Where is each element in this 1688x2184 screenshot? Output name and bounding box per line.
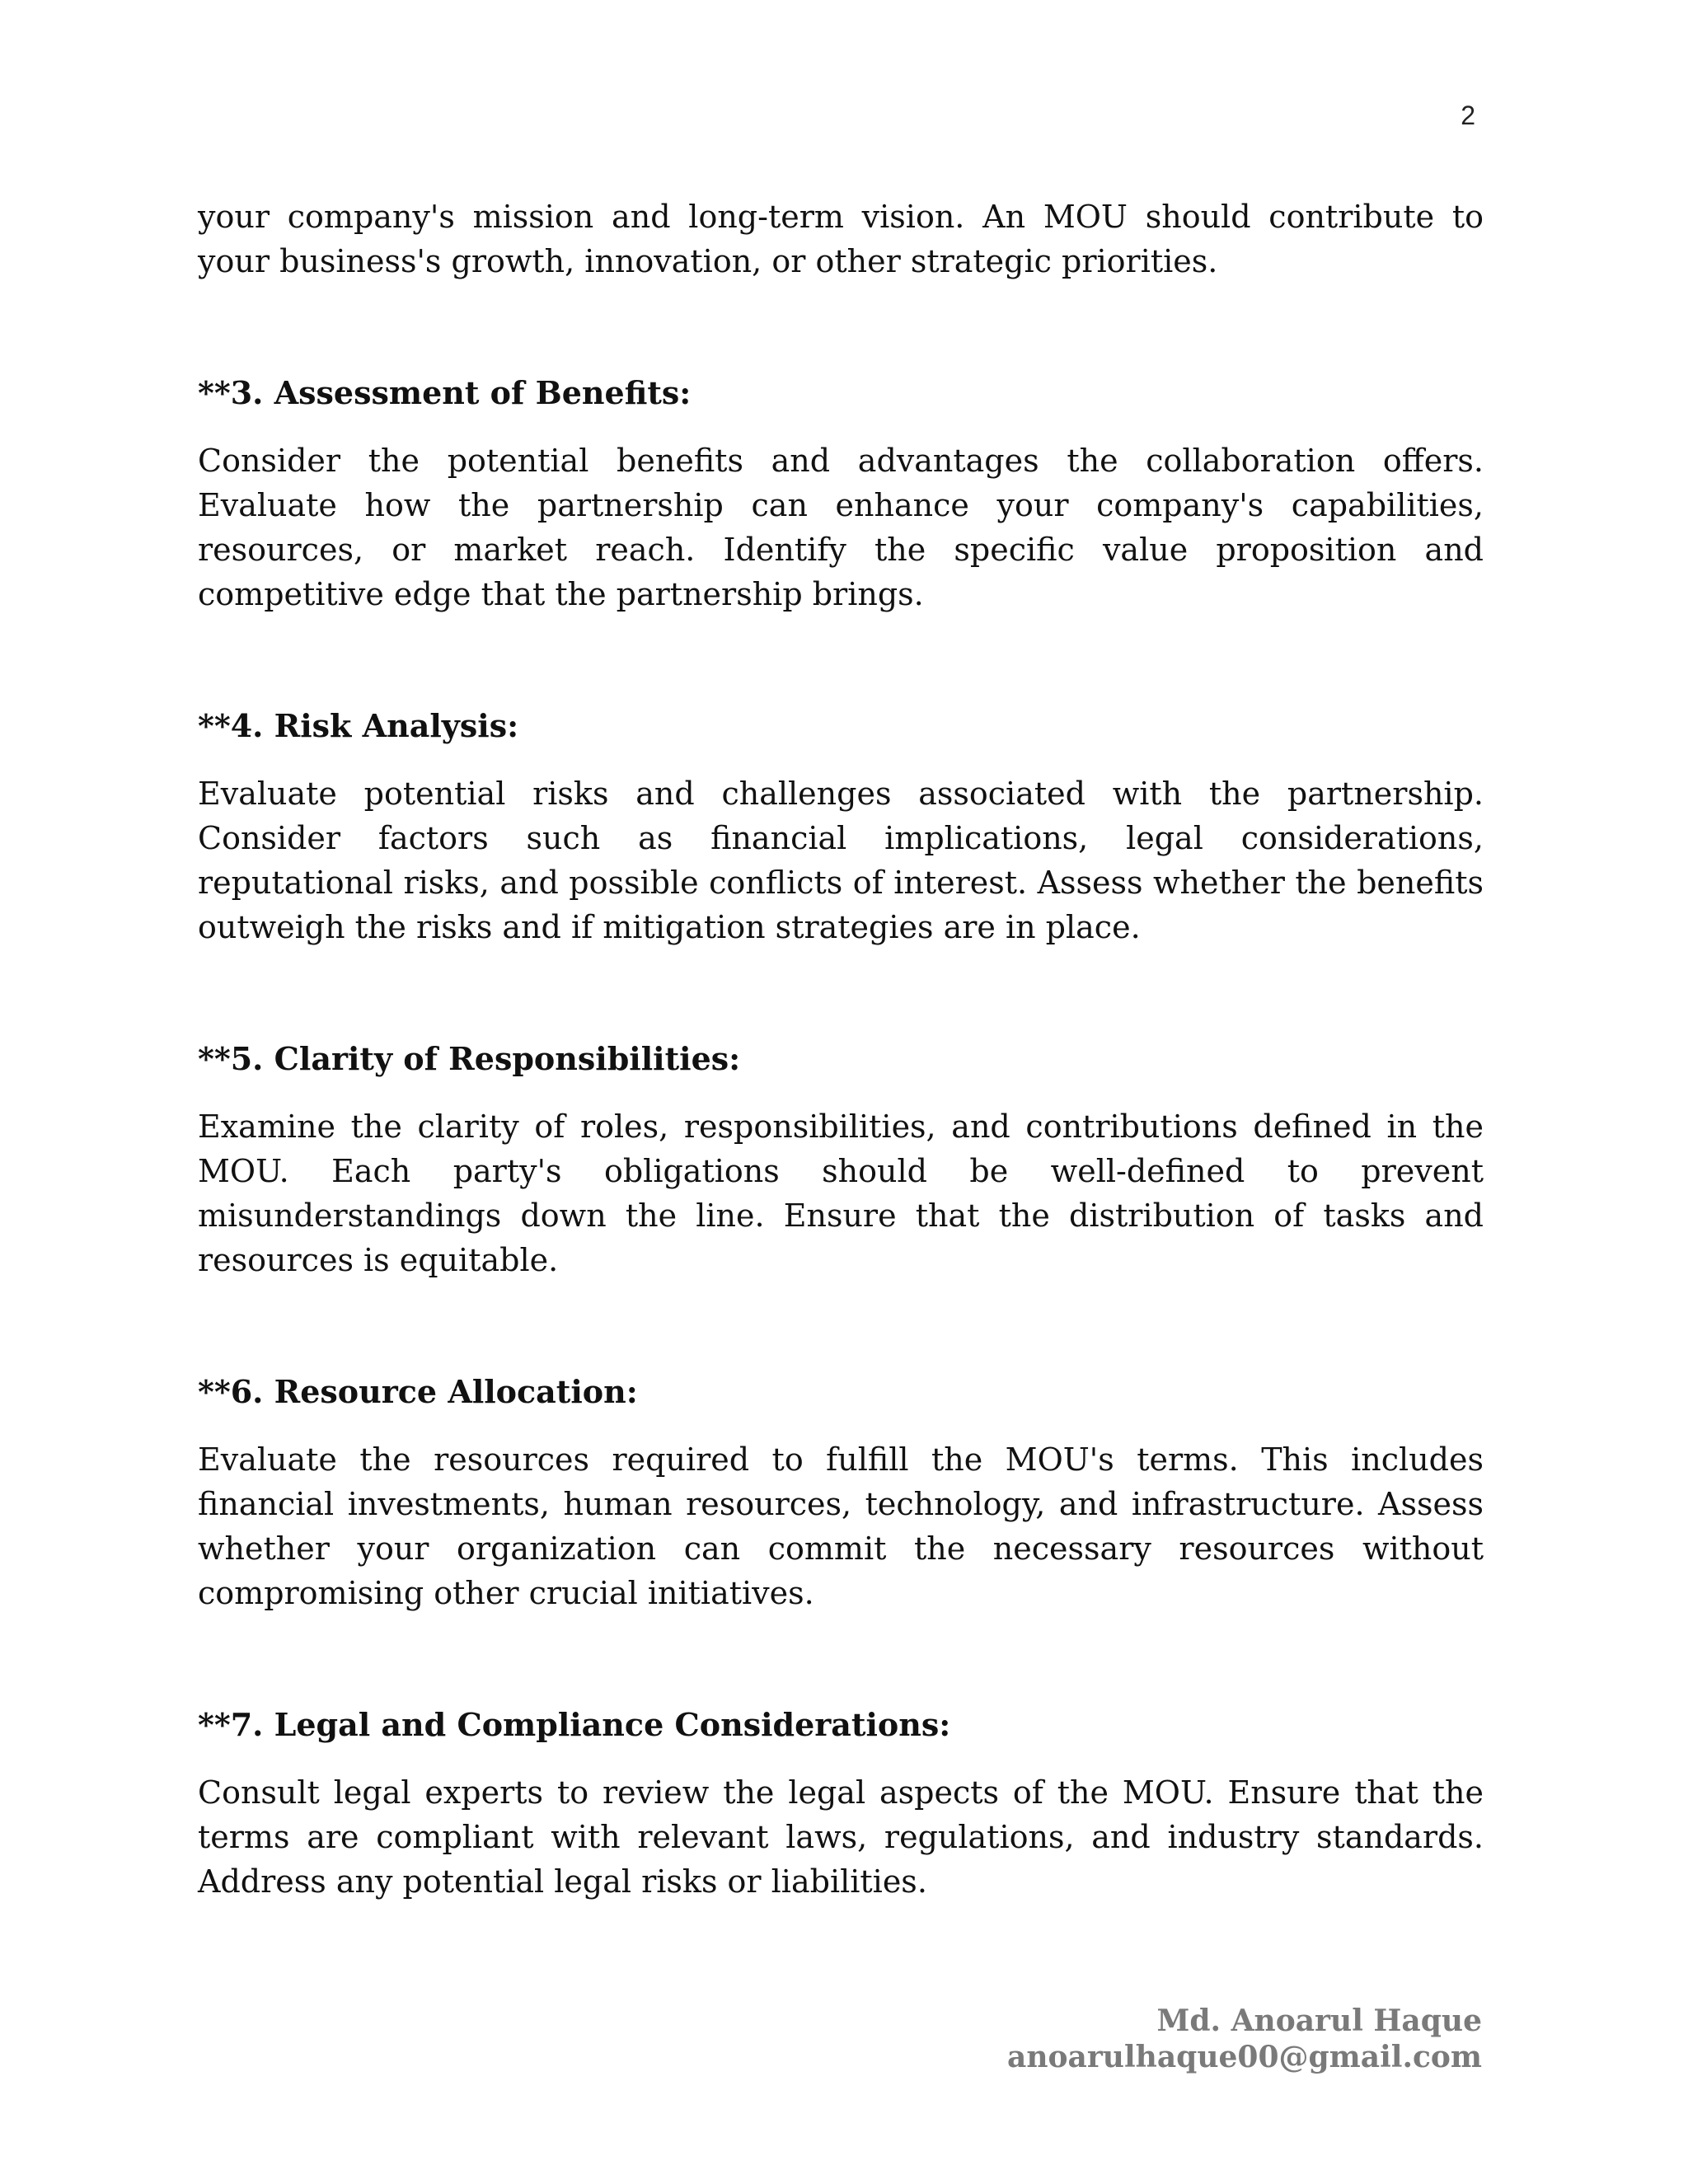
section-risk-analysis	[198, 704, 1484, 949]
page-number: 2	[1461, 101, 1475, 130]
section-heading: **3. Assessment of Benefits:	[198, 374, 692, 411]
section-body: Evaluate potential risks and challenges associated with the partnership. Consider factors such as financial implications, legal considerations, reputational risks, and possible conflicts of interest. Assess whether the benefits outweigh the risks and if mitigation strategies are in place.	[198, 776, 1484, 945]
page-footer	[1007, 2003, 1482, 2075]
document-body	[198, 194, 1484, 1904]
section-heading: **7. Legal and Compliance Considerations:	[198, 1706, 951, 1743]
section-clarity-of-responsibilities	[198, 1037, 1484, 1282]
section-heading: **4. Risk Analysis:	[198, 707, 519, 744]
section-body: Examine the clarity of roles, responsibilities, and contributions defined in the MOU. Each party's obligations should be well-defined to prevent misunderstandings down the line. Ensure that the distribution of tasks and resources is equitable.	[198, 1108, 1484, 1278]
section-body: Evaluate the resources required to fulfill the MOU's terms. This includes financial investments, human resources, technology, and infrastructure. Assess whether your organization can commit the necessary resources without compromising other crucial initiatives.	[198, 1441, 1484, 1611]
section-body: Consult legal experts to review the legal aspects of the MOU. Ensure that the terms are compliant with relevant laws, regulations, and industry standards. Address any potential legal risks or liabilities.	[198, 1774, 1484, 1900]
footer-author: Md. Anoarul Haque	[1156, 2004, 1482, 2038]
footer-email: anoarulhaque00@gmail.com	[1007, 2040, 1482, 2074]
section-heading: **6. Resource Allocation:	[198, 1373, 638, 1410]
section-assessment-of-benefits	[198, 371, 1484, 616]
section-heading: **5. Clarity of Responsibilities:	[198, 1040, 741, 1077]
section-resource-allocation	[198, 1370, 1484, 1615]
section-legal-and-compliance	[198, 1703, 1484, 1904]
intro-paragraph: your company's mission and long-term vision. An MOU should contribute to your business's growth, innovation, or other strategic priorities.	[198, 199, 1484, 279]
section-body: Consider the potential benefits and advantages the collaboration offers. Evaluate how the partnership can enhance your company's capabilities, resources, or market reach. Identify the specific value proposition and competitive edge that the partnership brings.	[198, 443, 1484, 612]
